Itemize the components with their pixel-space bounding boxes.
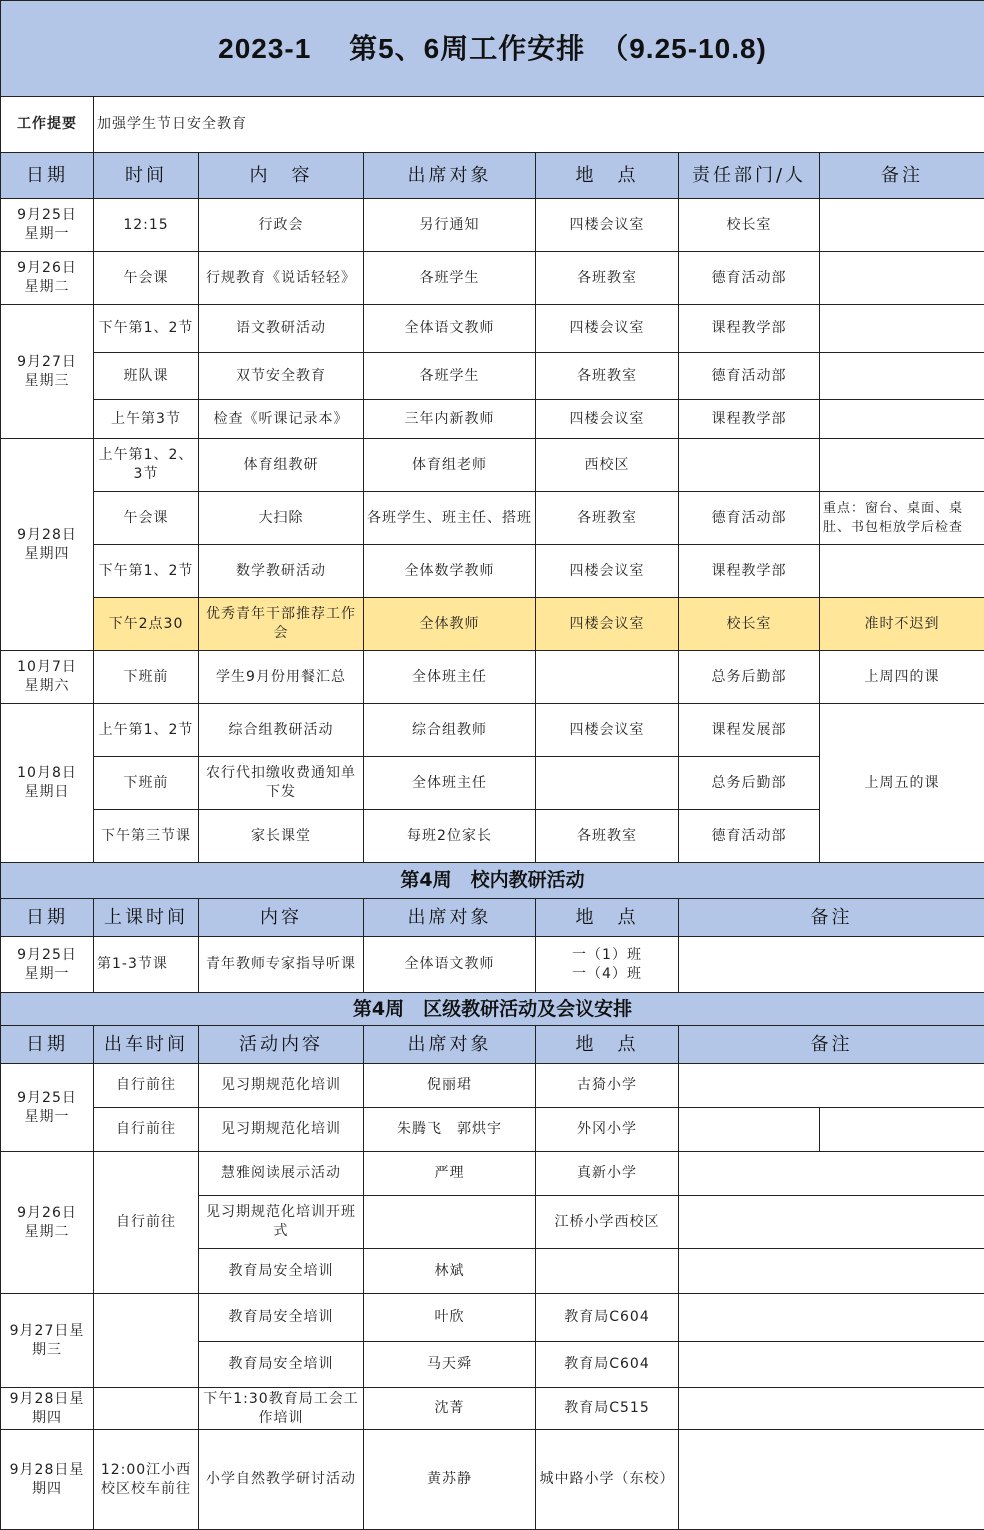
time-cell: 下午2点30 bbox=[94, 598, 199, 651]
dept-cell: 课程教学部 bbox=[679, 400, 820, 439]
table-row bbox=[1, 400, 984, 439]
table-row bbox=[1, 492, 984, 545]
content-cell: 农行代扣缴收费通知单下发 bbox=[199, 757, 364, 810]
attendees-cell: 黄苏静 bbox=[364, 1430, 536, 1530]
table-row bbox=[1, 1430, 984, 1530]
place-cell bbox=[536, 1249, 679, 1294]
place-cell: 江桥小学西校区 bbox=[536, 1196, 679, 1249]
note-cell: 上周五的课 bbox=[820, 704, 984, 863]
header-note: 备注 bbox=[820, 153, 984, 199]
note-cell bbox=[820, 439, 984, 492]
attendees-cell: 各班学生 bbox=[364, 353, 536, 400]
dept-cell: 校长室 bbox=[679, 598, 820, 651]
place-cell: 四楼会议室 bbox=[536, 545, 679, 598]
table-row bbox=[1, 199, 984, 252]
content-cell: 体育组教研 bbox=[199, 439, 364, 492]
note-cell bbox=[679, 1152, 984, 1196]
time-cell: 班队课 bbox=[94, 353, 199, 400]
table-row bbox=[1, 252, 984, 305]
place-cell: 各班教室 bbox=[536, 492, 679, 545]
time-cell: 午会课 bbox=[94, 492, 199, 545]
dept-cell bbox=[679, 439, 820, 492]
time-cell: 自行前往 bbox=[94, 1152, 199, 1294]
content-cell: 青年教师专家指导听课 bbox=[199, 937, 364, 993]
content-cell: 优秀青年干部推荐工作会 bbox=[199, 598, 364, 651]
note-cell bbox=[679, 937, 984, 993]
place-cell: 城中路小学（东校） bbox=[536, 1430, 679, 1530]
date-cell: 9月25日 星期一 bbox=[1, 199, 94, 252]
attendees-cell: 全体班主任 bbox=[364, 651, 536, 704]
attendees-cell: 全体语文教师 bbox=[364, 937, 536, 993]
time-cell: 12:15 bbox=[94, 199, 199, 252]
content-cell: 家长课堂 bbox=[199, 810, 364, 863]
note-cell bbox=[820, 545, 984, 598]
attendees-cell: 马天舜 bbox=[364, 1342, 536, 1388]
place-cell: 教育局C604 bbox=[536, 1342, 679, 1388]
date-cell: 9月26日 星期二 bbox=[1, 1152, 94, 1294]
header-place: 地 点 bbox=[536, 899, 679, 937]
place-cell: 各班教室 bbox=[536, 810, 679, 863]
header-date: 日期 bbox=[1, 1026, 94, 1064]
place-cell bbox=[536, 651, 679, 704]
table-row bbox=[1, 937, 984, 993]
note-cell bbox=[679, 1430, 984, 1530]
note-cell: 重点：窗台、桌面、桌肚、书包柜放学后检查 bbox=[820, 492, 984, 545]
date-cell: 9月25日 星期一 bbox=[1, 1064, 94, 1152]
header-attendees: 出席对象 bbox=[364, 153, 536, 199]
time-cell: 下午第1、2节 bbox=[94, 305, 199, 353]
highlighted-row bbox=[1, 598, 984, 651]
dept-cell: 德育活动部 bbox=[679, 252, 820, 305]
attendees-cell: 严理 bbox=[364, 1152, 536, 1196]
table-row bbox=[1, 305, 984, 353]
summary-value: 加强学生节日安全教育 bbox=[94, 97, 984, 153]
date-cell: 10月8日 星期日 bbox=[1, 704, 94, 863]
content-cell: 下午1:30教育局工会工作培训 bbox=[199, 1388, 364, 1430]
table-row bbox=[1, 1152, 984, 1196]
header-attendees: 出席对象 bbox=[364, 899, 536, 937]
date-cell: 9月28日星期四 bbox=[1, 1430, 94, 1530]
content-cell: 语文教研活动 bbox=[199, 305, 364, 353]
note-cell bbox=[820, 252, 984, 305]
note-cell bbox=[679, 1196, 984, 1249]
note-cell bbox=[679, 1388, 984, 1430]
time-cell bbox=[94, 1294, 199, 1388]
content-cell: 检查《听课记录本》 bbox=[199, 400, 364, 439]
dept-cell: 课程教学部 bbox=[679, 545, 820, 598]
table-row bbox=[1, 704, 984, 757]
table-row bbox=[1, 1294, 984, 1342]
time-cell: 第1-3节课 bbox=[94, 937, 199, 993]
section-title-school-research: 第4周 校内教研活动 bbox=[1, 863, 984, 899]
attendees-cell: 全体数学教师 bbox=[364, 545, 536, 598]
content-cell: 双节安全教育 bbox=[199, 353, 364, 400]
header-note: 备注 bbox=[679, 899, 984, 937]
attendees-cell: 倪丽珺 bbox=[364, 1064, 536, 1108]
header-time: 时间 bbox=[94, 153, 199, 199]
place-cell: 一（1）班 一（4）班 bbox=[536, 937, 679, 993]
dept-cell: 德育活动部 bbox=[679, 353, 820, 400]
table-row bbox=[1, 1064, 984, 1108]
date-cell: 9月28日星期四 bbox=[1, 1388, 94, 1430]
attendees-cell: 沈菁 bbox=[364, 1388, 536, 1430]
attendees-cell: 叶欣 bbox=[364, 1294, 536, 1342]
header-date: 日期 bbox=[1, 153, 94, 199]
place-cell: 四楼会议室 bbox=[536, 400, 679, 439]
dept-cell: 校长室 bbox=[679, 199, 820, 252]
header-dept: 责任部门/人 bbox=[679, 153, 820, 199]
content-cell: 见习期规范化培训 bbox=[199, 1064, 364, 1108]
content-cell: 综合组教研活动 bbox=[199, 704, 364, 757]
note-cell: 上周四的课 bbox=[820, 651, 984, 704]
header-time: 出车时间 bbox=[94, 1026, 199, 1064]
table-row bbox=[1, 353, 984, 400]
date-cell: 9月28日 星期四 bbox=[1, 439, 94, 651]
section-title-district-research: 第4周 区级教研活动及会议安排 bbox=[1, 993, 984, 1026]
place-cell: 各班教室 bbox=[536, 353, 679, 400]
date-cell: 9月26日 星期二 bbox=[1, 252, 94, 305]
place-cell: 教育局C604 bbox=[536, 1294, 679, 1342]
attendees-cell: 全体班主任 bbox=[364, 757, 536, 810]
table-row bbox=[1, 1388, 984, 1430]
header-place: 地 点 bbox=[536, 153, 679, 199]
place-cell: 四楼会议室 bbox=[536, 199, 679, 252]
place-cell: 四楼会议室 bbox=[536, 598, 679, 651]
time-cell: 午会课 bbox=[94, 252, 199, 305]
summary-label: 工作提要 bbox=[1, 97, 94, 153]
attendees-cell: 三年内新教师 bbox=[364, 400, 536, 439]
place-cell: 四楼会议室 bbox=[536, 704, 679, 757]
content-cell: 教育局安全培训 bbox=[199, 1294, 364, 1342]
place-cell: 四楼会议室 bbox=[536, 305, 679, 353]
date-cell: 9月27日星期三 bbox=[1, 1294, 94, 1388]
attendees-cell bbox=[364, 1196, 536, 1249]
place-cell bbox=[536, 757, 679, 810]
note-cell: 准时不迟到 bbox=[820, 598, 984, 651]
dept-cell: 课程发展部 bbox=[679, 704, 820, 757]
table-row bbox=[1, 545, 984, 598]
attendees-cell: 朱腾飞 郭烘宇 bbox=[364, 1108, 536, 1152]
time-cell: 自行前往 bbox=[94, 1064, 199, 1108]
time-cell: 下午第三节课 bbox=[94, 810, 199, 863]
attendees-cell: 全体语文教师 bbox=[364, 305, 536, 353]
dept-cell: 总务后勤部 bbox=[679, 651, 820, 704]
attendees-cell: 每班2位家长 bbox=[364, 810, 536, 863]
content-cell: 教育局安全培训 bbox=[199, 1342, 364, 1388]
content-cell: 行政会 bbox=[199, 199, 364, 252]
place-cell: 外冈小学 bbox=[536, 1108, 679, 1152]
dept-cell: 德育活动部 bbox=[679, 810, 820, 863]
header-attendees: 出席对象 bbox=[364, 1026, 536, 1064]
content-cell: 行规教育《说话轻轻》 bbox=[199, 252, 364, 305]
note-cell bbox=[679, 1294, 984, 1342]
content-cell: 小学自然教学研讨活动 bbox=[199, 1430, 364, 1530]
note-cell bbox=[820, 1108, 984, 1152]
content-cell: 大扫除 bbox=[199, 492, 364, 545]
time-cell: 下班前 bbox=[94, 757, 199, 810]
header-content: 内 容 bbox=[199, 153, 364, 199]
time-cell: 上午第1、2、3节 bbox=[94, 439, 199, 492]
attendees-cell: 各班学生 bbox=[364, 252, 536, 305]
table-row bbox=[1, 1108, 984, 1152]
content-cell: 见习期规范化培训开班式 bbox=[199, 1196, 364, 1249]
note-cell bbox=[679, 1108, 820, 1152]
place-cell: 真新小学 bbox=[536, 1152, 679, 1196]
attendees-cell: 林斌 bbox=[364, 1249, 536, 1294]
attendees-cell: 全体教师 bbox=[364, 598, 536, 651]
date-cell: 9月25日 星期一 bbox=[1, 937, 94, 993]
place-cell: 各班教室 bbox=[536, 252, 679, 305]
content-cell: 学生9月份用餐汇总 bbox=[199, 651, 364, 704]
place-cell: 西校区 bbox=[536, 439, 679, 492]
header-date: 日期 bbox=[1, 899, 94, 937]
note-cell bbox=[679, 1249, 984, 1294]
place-cell: 教育局C515 bbox=[536, 1388, 679, 1430]
note-cell bbox=[820, 353, 984, 400]
time-cell bbox=[94, 1388, 199, 1430]
header-time: 上课时间 bbox=[94, 899, 199, 937]
attendees-cell: 另行通知 bbox=[364, 199, 536, 252]
content-cell: 见习期规范化培训 bbox=[199, 1108, 364, 1152]
date-cell: 10月7日 星期六 bbox=[1, 651, 94, 704]
attendees-cell: 各班学生、班主任、搭班 bbox=[364, 492, 536, 545]
note-cell bbox=[679, 1064, 984, 1108]
page-title: 2023-1 第5、6周工作安排 （9.25-10.8) bbox=[1, 1, 984, 97]
note-cell bbox=[820, 305, 984, 353]
attendees-cell: 体育组老师 bbox=[364, 439, 536, 492]
header-content: 活动内容 bbox=[199, 1026, 364, 1064]
header-note: 备注 bbox=[679, 1026, 984, 1064]
time-cell: 下班前 bbox=[94, 651, 199, 704]
table-row bbox=[1, 439, 984, 492]
time-cell: 自行前往 bbox=[94, 1108, 199, 1152]
place-cell: 古猗小学 bbox=[536, 1064, 679, 1108]
dept-cell: 总务后勤部 bbox=[679, 757, 820, 810]
time-cell: 上午第1、2节 bbox=[94, 704, 199, 757]
dept-cell: 课程教学部 bbox=[679, 305, 820, 353]
time-cell: 12:00江小西校区校车前往 bbox=[94, 1430, 199, 1530]
time-cell: 下午第1、2节 bbox=[94, 545, 199, 598]
note-cell bbox=[820, 199, 984, 252]
header-content: 内容 bbox=[199, 899, 364, 937]
table-row bbox=[1, 651, 984, 704]
content-cell: 数学教研活动 bbox=[199, 545, 364, 598]
date-cell: 9月27日 星期三 bbox=[1, 305, 94, 439]
content-cell: 慧雅阅读展示活动 bbox=[199, 1152, 364, 1196]
attendees-cell: 综合组教师 bbox=[364, 704, 536, 757]
dept-cell: 德育活动部 bbox=[679, 492, 820, 545]
note-cell bbox=[820, 400, 984, 439]
note-cell bbox=[679, 1342, 984, 1388]
header-place: 地 点 bbox=[536, 1026, 679, 1064]
time-cell: 上午第3节 bbox=[94, 400, 199, 439]
content-cell: 教育局安全培训 bbox=[199, 1249, 364, 1294]
